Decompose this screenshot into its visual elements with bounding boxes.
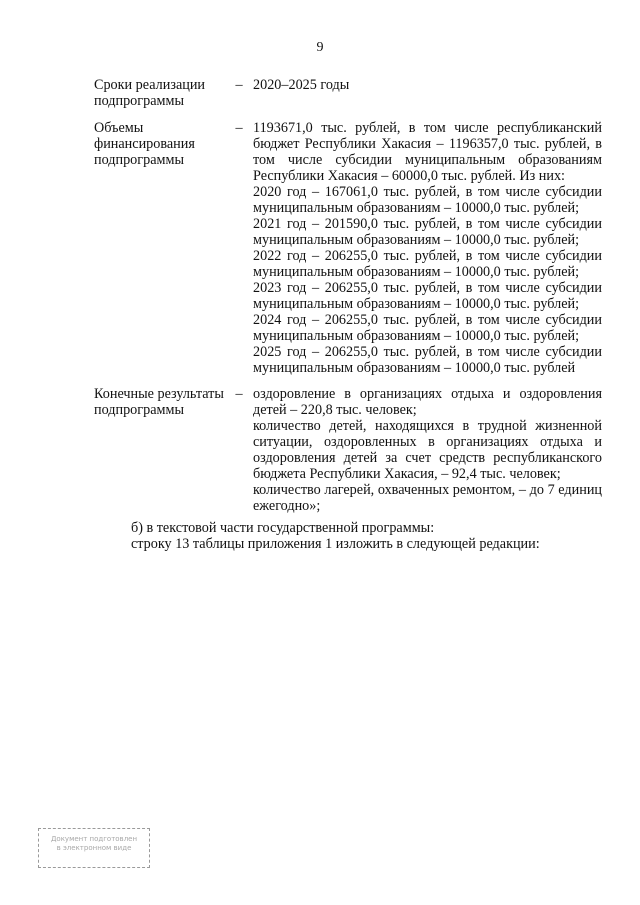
paragraph-table-row: строку 13 таблицы приложения 1 изложить в следующей редакции: xyxy=(131,536,540,552)
row-value: 2020–2025 годы xyxy=(253,77,350,93)
row-dash: – xyxy=(235,77,243,93)
row-label: Конечные результаты подпрограммы xyxy=(94,386,224,418)
row-label: Объемы финансирования подпрограммы xyxy=(94,120,195,168)
row-label: Сроки реализации подпрограммы xyxy=(94,77,206,109)
paragraph-text-part: б) в текстовой части государственной программы: xyxy=(131,520,435,536)
row-value: 1193671,0 тыс. рублей, в том числе республиканский бюджет Республики Хакасия – 1196357,0 тыс. рублей, в том числе субсидии муниципальным образованиям Республики Хакасия – 60000,0 тыс. рублей. Из них: 2020 год – 167061,0 тыс. рублей, в том числе субсидии муниципальным образованиям – 10000,0 тыс. рублей; 2021 год – 201590,0 тыс. рублей, в том числе субсидии муниципальным образованиям – 10000,0 тыс. рублей; 2022 год – 206255,0 тыс. рублей, в том числе субсидии муниципальным образованиям – 10000,0 тыс. рублей; 2023 год – 206255,0 тыс. рублей, в том числе субсидии муниципальным образованиям – 10000,0 тыс. рублей; 2024 год – 206255,0 тыс. рублей, в том числе субсидии муниципальным образованиям – 10000,0 тыс. рублей; 2025 год – 206255,0 тыс. рублей, в том числе субсидии муниципальным образованиям – 10000,0 тыс. рублей xyxy=(253,120,602,376)
row-dash: – xyxy=(235,386,243,402)
page-number: 9 xyxy=(316,40,324,55)
row-dash: – xyxy=(235,120,243,136)
electronic-document-stamp: Документ подготовлен в электронном виде xyxy=(38,828,150,868)
row-value: оздоровление в организациях отдыха и оздоровления детей – 220,8 тыс. человек; количество детей, находящихся в трудной жизненной ситуации, оздоровленных в организациях отдыха и оздоровления детей за счет средств республиканского бюджета Республики Хакасия, – 92,4 тыс. человек; количество лагерей, охваченных ремонтом, – до 7 единиц ежегодно»; xyxy=(253,386,602,514)
